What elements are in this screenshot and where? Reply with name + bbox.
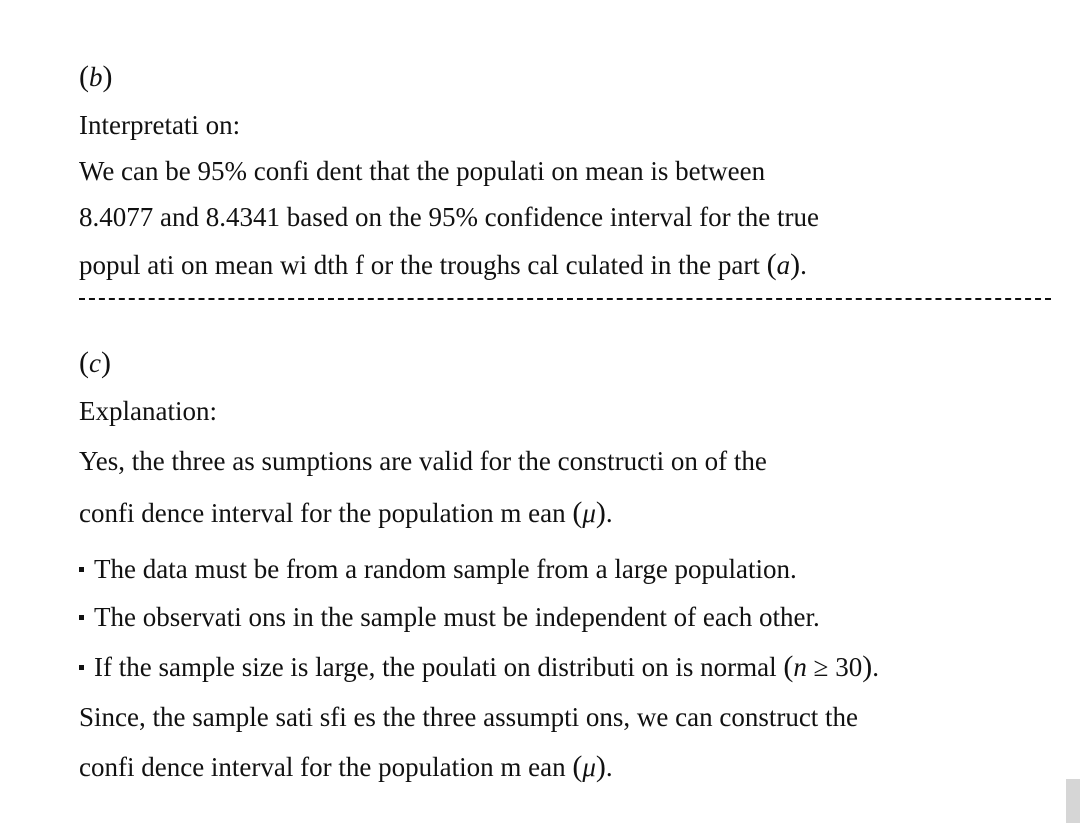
interpretation-heading: Interpretati on: [79,110,241,140]
interpretation-line-1: We can be 95% confi dent that the populati on mean is between [79,156,766,186]
close-paren: ) [100,346,111,379]
math-var-mu: μ [582,752,596,782]
interpretation-line-3 [79,250,807,280]
open-paren: ( [79,60,89,93]
close-paren: ) [862,650,873,683]
assumption-item-3 [79,652,879,682]
conclusion-line-1: Since, the sample sati sfi es the three assumpti ons, we can construct the [79,702,859,732]
explanation-heading: Explanation: [79,396,217,426]
conclusion-line-2-text: confi dence interval for the population m ean [79,752,573,782]
math-var-n: n [793,652,807,682]
assumption-item-2 [79,604,820,631]
open-paren: ( [783,650,794,683]
period: . [605,498,613,528]
assumption-item-1 [79,556,797,583]
assumption-text: The observati ons in the sample must be independent of each other. [94,602,820,632]
close-paren: ) [102,60,113,93]
interpretation-line-3-text: popul ati on mean wi dth f or the troughs cal culated in the part [79,250,767,280]
close-paren: ) [790,248,801,281]
section-c-label [79,348,111,378]
section-divider [79,298,1051,300]
period: . [605,752,613,782]
section-b-label [79,62,113,92]
assumption-text: If the sample size is large, the poulati on distributi on is normal [94,652,784,682]
bullet-icon [79,615,84,620]
math-expression: ≥ 30 [806,652,863,682]
bullet-icon [79,567,84,572]
open-paren: ( [766,248,777,281]
open-paren: ( [572,750,583,783]
explanation-line-1: Yes, the three as sumptions are valid for the constructi on of the [79,446,767,476]
period: . [800,250,807,280]
section-letter: c [89,348,101,378]
assumption-text: The data must be from a random sample from a large population. [94,554,797,584]
conclusion-line-2 [79,752,613,782]
close-paren: ) [595,750,606,783]
explanation-line-2 [79,498,613,528]
scrollbar[interactable] [1066,779,1080,823]
bullet-icon [79,665,84,670]
open-paren: ( [79,346,89,379]
math-var-mu: μ [582,498,596,528]
close-paren: ) [595,496,606,529]
interpretation-line-2: 8.4077 and 8.4341 based on the 95% confidence interval for the true [79,202,820,232]
explanation-line-2-text: confi dence interval for the population m ean [79,498,573,528]
math-var-a: a [776,250,791,280]
period: . [872,652,879,682]
open-paren: ( [572,496,583,529]
section-letter: b [89,62,103,92]
